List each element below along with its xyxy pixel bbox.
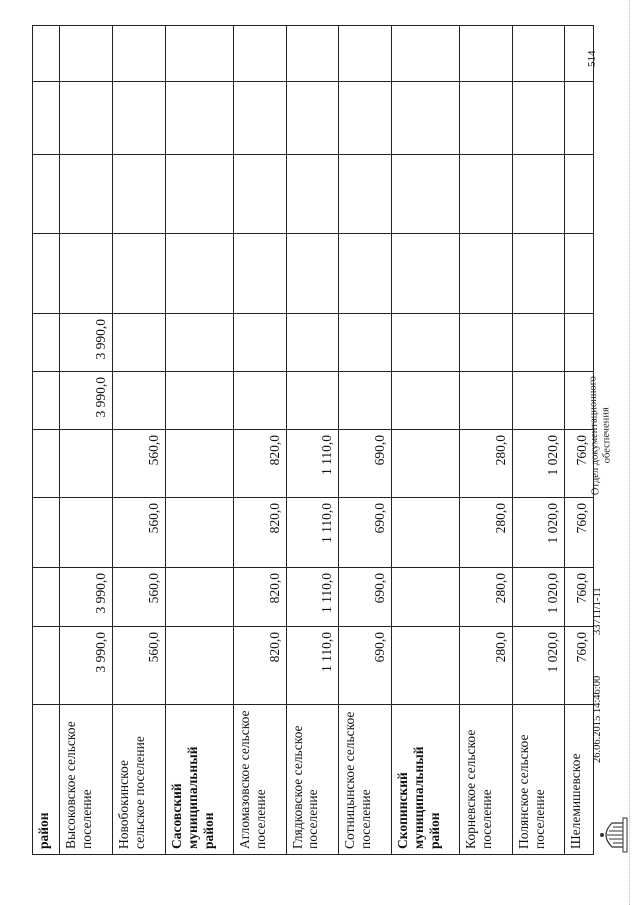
row-name-cell: Шелемишевское xyxy=(565,705,594,855)
value-cell: 280,0 xyxy=(460,627,513,705)
table-row xyxy=(391,26,459,855)
value-cell xyxy=(165,26,233,82)
stamp-line-1: Отдел документационного xyxy=(587,375,602,496)
value-cell xyxy=(165,498,233,568)
value-cell: 690,0 xyxy=(339,430,392,498)
value-cell: 1 110,0 xyxy=(286,430,339,498)
row-name-cell: Новобокинское сельское поселение xyxy=(113,705,166,855)
value-cell xyxy=(286,372,339,430)
value-cell: 3 990,0 xyxy=(60,314,113,372)
value-cell: 3 990,0 xyxy=(60,568,113,627)
value-cell xyxy=(233,372,286,430)
row-name-cell: район xyxy=(33,705,60,855)
stamp-line-2: обеспечения xyxy=(600,407,613,464)
value-cell xyxy=(60,234,113,314)
value-cell xyxy=(460,155,513,234)
row-name-cell: Полянское сельское поселение xyxy=(512,705,565,855)
value-cell xyxy=(391,372,459,430)
value-cell xyxy=(339,155,392,234)
value-cell xyxy=(512,26,565,82)
table-row xyxy=(33,26,60,855)
value-cell xyxy=(339,26,392,82)
value-cell: 760,0 xyxy=(565,568,594,627)
value-cell xyxy=(33,498,60,568)
table-row xyxy=(165,26,233,855)
value-cell xyxy=(339,314,392,372)
value-cell xyxy=(113,372,166,430)
row-name-cell: Скопинский муниципальный район xyxy=(391,705,459,855)
value-cell xyxy=(60,498,113,568)
table-row xyxy=(339,26,392,855)
value-cell xyxy=(33,314,60,372)
coat-of-arms-icon xyxy=(596,815,632,855)
value-cell: 1 020,0 xyxy=(512,627,565,705)
value-cell xyxy=(165,430,233,498)
value-cell xyxy=(33,627,60,705)
office-stamp xyxy=(587,376,614,496)
value-cell xyxy=(165,372,233,430)
value-cell: 280,0 xyxy=(460,568,513,627)
row-name-cell: Сасовский муниципальный район xyxy=(165,705,233,855)
data-table xyxy=(32,25,594,855)
row-name-cell: Агломазовское сельское поселение xyxy=(233,705,286,855)
value-cell xyxy=(33,430,60,498)
value-cell xyxy=(165,568,233,627)
value-cell xyxy=(391,568,459,627)
value-cell xyxy=(286,26,339,82)
value-cell xyxy=(165,314,233,372)
value-cell xyxy=(565,234,594,314)
table-row xyxy=(286,26,339,855)
value-cell xyxy=(565,155,594,234)
footer-document-code: 33711/1-11 xyxy=(592,587,603,635)
page-number: 514 xyxy=(586,50,598,67)
value-cell: 820,0 xyxy=(233,627,286,705)
table-row xyxy=(512,26,565,855)
value-cell: 280,0 xyxy=(460,498,513,568)
value-cell xyxy=(391,498,459,568)
value-cell xyxy=(286,314,339,372)
value-cell xyxy=(233,82,286,155)
row-name-cell: Высоковское сельское поселение xyxy=(60,705,113,855)
value-cell: 690,0 xyxy=(339,627,392,705)
value-cell: 1 020,0 xyxy=(512,568,565,627)
value-cell xyxy=(339,372,392,430)
value-cell xyxy=(113,26,166,82)
value-cell xyxy=(391,314,459,372)
value-cell xyxy=(233,26,286,82)
value-cell xyxy=(512,234,565,314)
value-cell xyxy=(512,314,565,372)
value-cell: 560,0 xyxy=(113,568,166,627)
table-row xyxy=(233,26,286,855)
value-cell xyxy=(512,372,565,430)
value-cell: 690,0 xyxy=(339,498,392,568)
value-cell xyxy=(33,82,60,155)
value-cell xyxy=(113,155,166,234)
value-cell: 820,0 xyxy=(233,430,286,498)
value-cell: 760,0 xyxy=(565,498,594,568)
value-cell xyxy=(460,372,513,430)
value-cell xyxy=(33,568,60,627)
value-cell xyxy=(391,26,459,82)
value-cell xyxy=(391,430,459,498)
value-cell xyxy=(286,234,339,314)
value-cell: 1 020,0 xyxy=(512,498,565,568)
value-cell xyxy=(33,234,60,314)
value-cell xyxy=(286,155,339,234)
table-row xyxy=(460,26,513,855)
value-cell xyxy=(33,155,60,234)
value-cell xyxy=(113,82,166,155)
value-cell xyxy=(460,234,513,314)
value-cell: 760,0 xyxy=(565,627,594,705)
value-cell xyxy=(286,82,339,155)
row-name-cell: Сотницынское сельское поселение xyxy=(339,705,392,855)
value-cell xyxy=(512,155,565,234)
value-cell xyxy=(460,314,513,372)
value-cell: 1 020,0 xyxy=(512,430,565,498)
value-cell: 820,0 xyxy=(233,568,286,627)
value-cell: 560,0 xyxy=(113,498,166,568)
table-row xyxy=(60,26,113,855)
value-cell: 560,0 xyxy=(113,430,166,498)
value-cell: 1 110,0 xyxy=(286,627,339,705)
value-cell: 1 110,0 xyxy=(286,498,339,568)
value-cell xyxy=(391,155,459,234)
value-cell xyxy=(233,155,286,234)
value-cell xyxy=(565,82,594,155)
value-cell xyxy=(33,372,60,430)
scan-edge-line xyxy=(629,0,630,905)
footer-date: 26.06.2015 14:46:00 xyxy=(592,675,603,763)
value-cell xyxy=(60,26,113,82)
value-cell xyxy=(113,234,166,314)
value-cell xyxy=(60,82,113,155)
value-cell: 760,0 xyxy=(565,430,594,498)
value-cell: 280,0 xyxy=(460,430,513,498)
value-cell xyxy=(339,82,392,155)
value-cell: 3 990,0 xyxy=(60,627,113,705)
value-cell xyxy=(460,26,513,82)
value-cell: 1 110,0 xyxy=(286,568,339,627)
value-cell xyxy=(233,234,286,314)
value-cell xyxy=(233,314,286,372)
value-cell xyxy=(165,627,233,705)
value-cell xyxy=(60,430,113,498)
value-cell xyxy=(339,234,392,314)
value-cell xyxy=(460,82,513,155)
value-cell xyxy=(165,234,233,314)
value-cell: 560,0 xyxy=(113,627,166,705)
value-cell: 820,0 xyxy=(233,498,286,568)
value-cell xyxy=(512,82,565,155)
value-cell xyxy=(33,26,60,82)
value-cell: 3 990,0 xyxy=(60,372,113,430)
value-cell xyxy=(165,82,233,155)
value-cell xyxy=(60,155,113,234)
value-cell xyxy=(391,627,459,705)
table-row xyxy=(113,26,166,855)
value-cell xyxy=(391,82,459,155)
row-name-cell: Корневское сельское поселение xyxy=(460,705,513,855)
value-cell xyxy=(113,314,166,372)
value-cell xyxy=(165,155,233,234)
value-cell: 690,0 xyxy=(339,568,392,627)
value-cell xyxy=(565,314,594,372)
row-name-cell: Глядковское сельское поселение xyxy=(286,705,339,855)
value-cell xyxy=(391,234,459,314)
